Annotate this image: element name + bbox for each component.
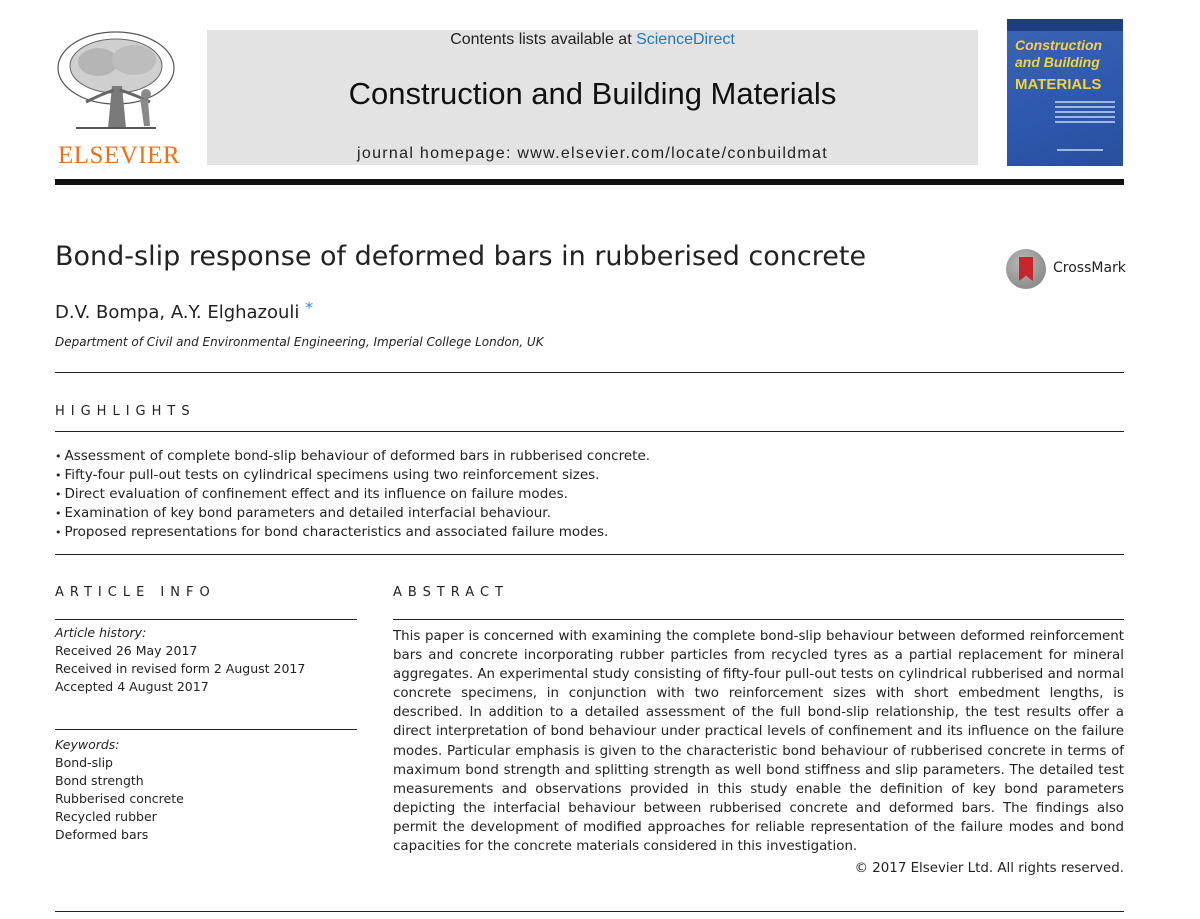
journal-cover[interactable] (1007, 19, 1123, 166)
highlight-item (55, 523, 650, 542)
abstract-heading: ABSTRACT (393, 585, 509, 600)
publisher-name[interactable]: ELSEVIER (58, 142, 181, 169)
highlight-item (55, 504, 650, 523)
journal-title[interactable]: Construction and Building Materials (348, 76, 837, 111)
author-names: D.V. Bompa, A.Y. Elghazouli (55, 302, 300, 323)
article-title: Bond-slip response of deformed bars in rubberised concrete (55, 241, 867, 272)
authors (55, 298, 313, 323)
highlight-text: Examination of key bond parameters and detailed interfacial behaviour. (64, 505, 551, 521)
abstract-rule (393, 619, 1124, 620)
cover-title-line3: MATERIALS (1015, 76, 1102, 93)
journal-banner (207, 30, 978, 165)
history-received: Received 26 May 2017 (55, 643, 198, 658)
keyword-item[interactable]: Recycled rubber (55, 809, 157, 824)
abstract-text: This paper is concerned with examining the complete bond-slip behaviour between deformed reinforcement bars and concrete incorporating rubber particles from recycled tyres as a partial replacement for mineral aggregates. An experimental study consisting of fifty-four pull-out tests on cylindrical rubberised and normal concrete specimens, in conjunction with two reinforcement sizes with short embedment lengths, is described. In addition to a detailed assessment of the full bond-slip relationship, the test results offer a direct interpretation of bond behaviour under practical levels of confinement and its influence on the failure modes. Particular emphasis is given to the characteristic bond behaviour of rubberised concrete in terms of maximum bond strength and splitting strength as well bond stiffness and slip parameters. The detailed test measurements and observations provided in this study enable the definition of key bond parameters depicting the interfacial behaviour between rubberised concrete and deformed bars. The findings also permit the development of modified approaches for reliable representation of the failure modes and bond capacities for the concrete materials considered in this investigation. (393, 629, 1124, 855)
highlight-item (55, 485, 650, 504)
keywords-rule (55, 729, 357, 730)
history-label: Article history: (55, 625, 147, 640)
divider-top (55, 372, 1124, 373)
highlights-rule-bottom (55, 554, 1124, 555)
article-history (55, 624, 305, 696)
highlight-text: Fifty-four pull-out tests on cylindrical specimens using two reinforcement sizes. (64, 467, 600, 483)
elsevier-tree-icon (52, 28, 180, 138)
article-info-heading: ARTICLE INFO (55, 585, 216, 600)
history-revised: Received in revised form 2 August 2017 (55, 661, 306, 676)
copyright: © 2017 Elsevier Ltd. All rights reserved. (854, 861, 1124, 876)
highlight-text: Proposed representations for bond characteristics and associated failure modes. (64, 524, 609, 540)
sciencedirect-link[interactable]: ScienceDirect (636, 31, 735, 48)
journal-homepage[interactable]: journal homepage: www.elsevier.com/locate/conbuildmat (357, 145, 828, 162)
highlight-item (55, 447, 650, 466)
bullet-icon: • (55, 450, 62, 463)
corresponding-author-link[interactable]: * (305, 298, 314, 317)
cover-title-line1: Construction (1015, 37, 1103, 53)
crossmark-label: CrossMark (1053, 260, 1126, 276)
cover-footer-line (1057, 149, 1103, 151)
highlights-list (55, 447, 650, 542)
bullet-icon: • (55, 507, 62, 520)
highlights-heading: HIGHLIGHTS (55, 404, 196, 419)
keyword-item[interactable]: Bond-slip (55, 755, 113, 770)
cover-title-line2: and Building (1015, 54, 1100, 70)
divider-bottom (55, 911, 1124, 912)
bullet-icon: • (55, 488, 62, 501)
cover-title (1015, 37, 1117, 71)
cover-top-strip (1007, 19, 1123, 31)
crossmark-button[interactable] (1006, 247, 1124, 291)
highlight-item (55, 466, 650, 485)
bullet-icon: • (55, 526, 62, 539)
keyword-item[interactable]: Bond strength (55, 773, 144, 788)
article-info-rule (55, 619, 357, 620)
keywords (55, 736, 184, 844)
keyword-item[interactable]: Deformed bars (55, 827, 149, 842)
contents-prefix: Contents lists available at (450, 31, 637, 48)
bullet-icon: • (55, 469, 62, 482)
highlights-rule-top (55, 431, 1124, 432)
cover-subtitle-lines (1055, 101, 1115, 135)
keyword-item[interactable]: Rubberised concrete (55, 791, 184, 806)
header-divider (55, 179, 1124, 185)
elsevier-logo (40, 28, 190, 170)
keywords-label: Keywords: (55, 737, 120, 752)
contents-line (207, 31, 978, 49)
highlight-text: Assessment of complete bond-slip behaviour of deformed bars in rubberised concrete. (64, 448, 651, 464)
affiliation: Department of Civil and Environmental Engineering, Imperial College London, UK (55, 335, 544, 349)
highlight-text: Direct evaluation of confinement effect and its influence on failure modes. (64, 486, 568, 502)
history-accepted: Accepted 4 August 2017 (55, 679, 209, 694)
